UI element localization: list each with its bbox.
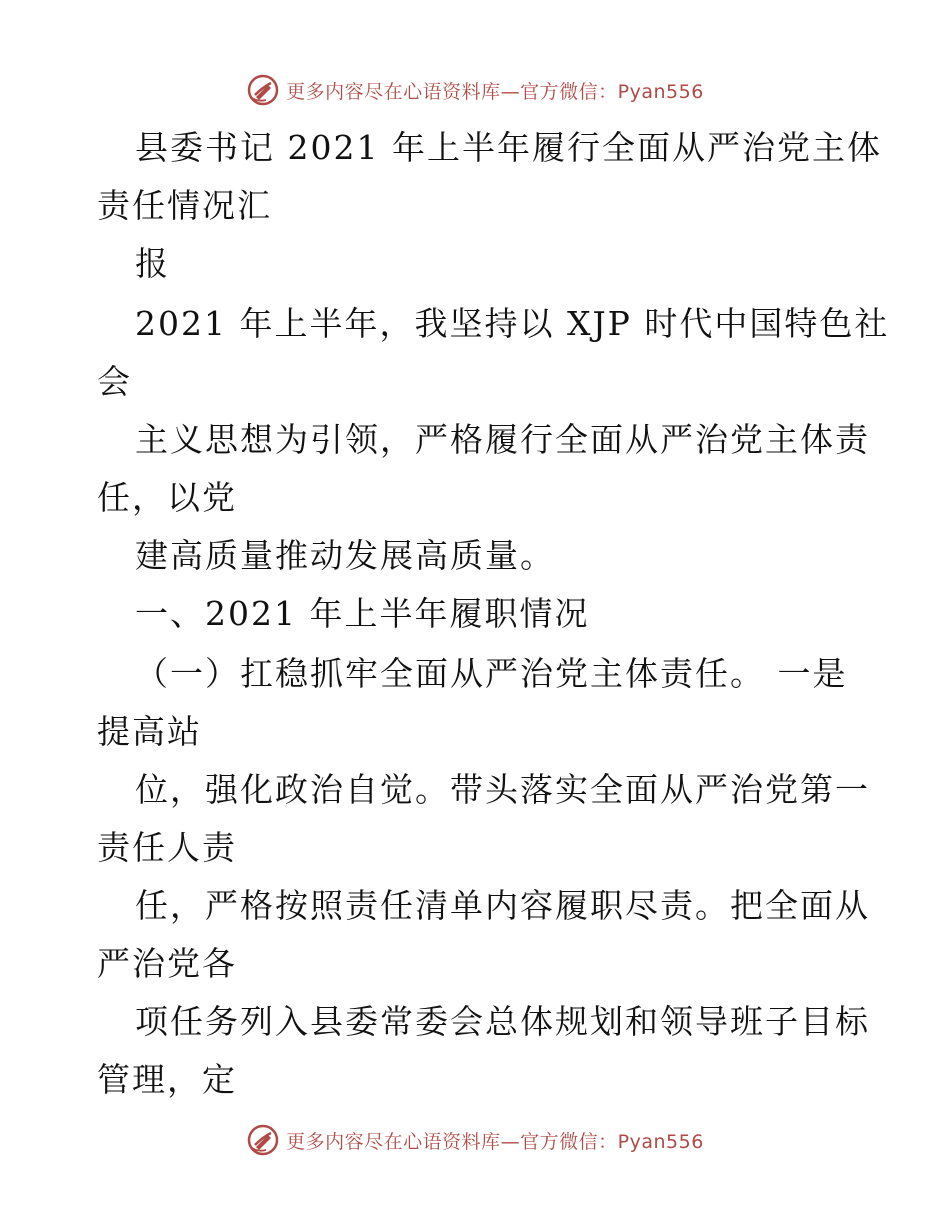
paragraph-line: 2021 年上半年，我坚持以 XJP 时代中国特色社: [135, 304, 890, 343]
book-pen-logo-icon: [246, 73, 280, 107]
title-line-3: 报: [135, 244, 170, 283]
paragraph-line: 责任人责: [97, 828, 237, 867]
paragraph-line: 管理，定: [97, 1060, 237, 1099]
paragraph-line: 建高质量推动发展高质量。: [135, 536, 555, 575]
title-line-2: 责任情况汇: [97, 186, 272, 225]
book-pen-logo-icon: [246, 1123, 280, 1157]
watermark-text: 更多内容尽在心语资料库—官方微信：Pyan556: [286, 1130, 704, 1153]
title-line-1: 县委书记 2021 年上半年履行全面从严治党主体: [135, 128, 882, 167]
paragraph-line: 位，强化政治自觉。带头落实全面从严治党第一: [135, 770, 870, 809]
paragraph-line: 项任务列入县委常委会总体规划和领导班子目标: [135, 1002, 870, 1041]
paragraph-line: 任，以党: [97, 478, 237, 517]
paragraph-line: 主义思想为引领，严格履行全面从严治党主体责: [135, 420, 870, 459]
paragraph-line: 任，严格按照责任清单内容履职尽责。把全面从: [135, 886, 870, 925]
paragraph-line: 提高站: [97, 712, 202, 751]
paragraph-line: 会: [97, 362, 132, 401]
section-heading: 一、2021 年上半年履职情况: [135, 594, 590, 633]
watermark-text: 更多内容尽在心语资料库—官方微信：Pyan556: [286, 80, 704, 103]
subsection-line: （一）扛稳抓牢全面从严治党主体责任。 一是: [135, 654, 848, 693]
footer-watermark: [0, 1120, 950, 1160]
paragraph-line: 严治党各: [97, 944, 237, 983]
header-watermark: [0, 70, 950, 110]
